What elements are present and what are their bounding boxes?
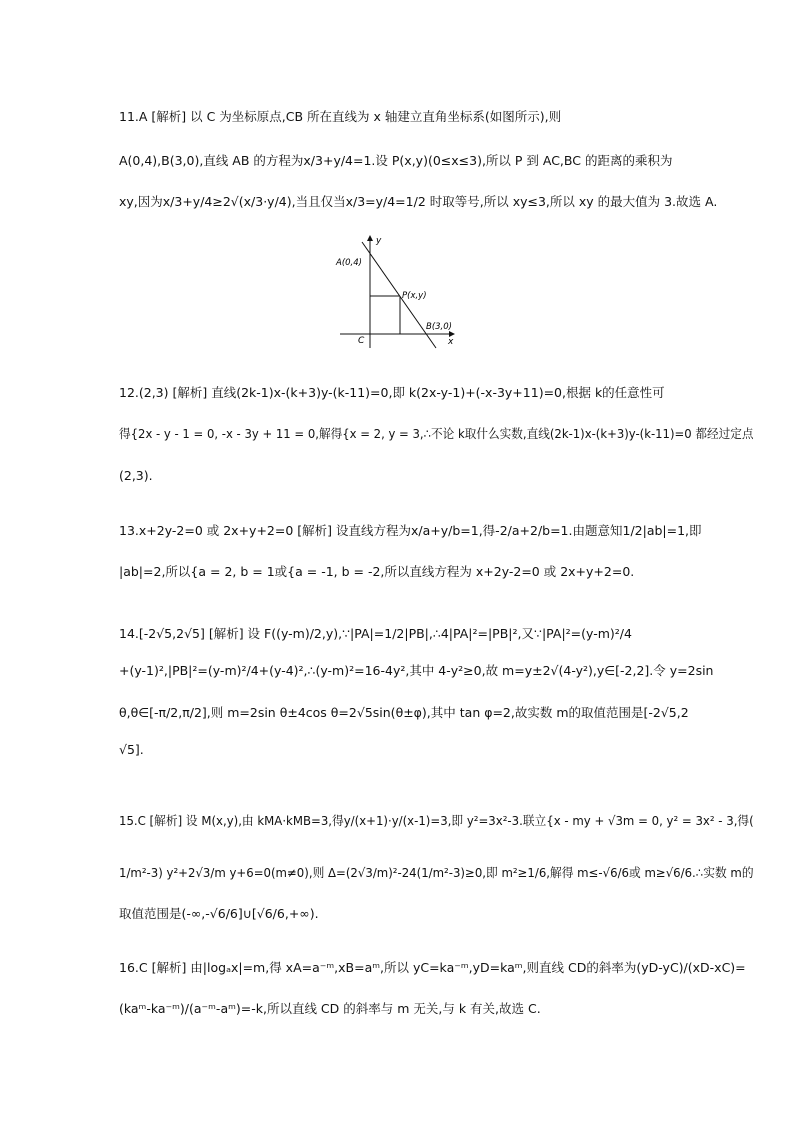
text-line: 取值范围是(-∞,-√6/6]∪[√6/6,+∞).	[119, 906, 319, 921]
text-line: +(y-1)²,|PB|²=(y-m)²/4+(y-4)²,∴(y-m)²=16-4y²,其中 4-y²≥0,故 m=y±2√(4-y²),y∈[-2,2].令 y=2sin	[119, 663, 714, 678]
text-line: √5].	[119, 742, 144, 757]
label-b: B(3,0)	[426, 322, 452, 332]
text-line: 12.(2,3) [解析] 直线(2k-1)x-(k+3)y-(k-11)=0,即 k(2x-y-1)+(-x-3y+11)=0,根据 k的任意性可	[119, 385, 665, 400]
text-line: 13.x+2y-2=0 或 2x+y+2=0 [解析] 设直线方程为x/a+y/b=1,得-2/a+2/b=1.由题意知1/2|ab|=1,即	[119, 523, 702, 538]
text-line: (2,3).	[119, 468, 153, 483]
label-a: A(0,4)	[336, 258, 362, 268]
text-line: 1/m²-3) y²+2√3/m y+6=0(m≠0),则 Δ=(2√3/m)²-24(1/m²-3)≥0,即 m²≥1/6,解得 m≤-√6/6或 m≥√6/6.∴实数 m的	[119, 865, 754, 880]
text-line: 11.A [解析] 以 C 为坐标原点,CB 所在直线为 x 轴建立直角坐标系(如图所示),则	[119, 109, 562, 124]
text-line: θ,θ∈[-π/2,π/2],则 m=2sin θ±4cos θ=2√5sin(θ±φ),其中 tan φ=2,故实数 m的取值范围是[-2√5,2	[119, 705, 689, 720]
label-x: x	[448, 337, 454, 347]
text-line: |ab|=2,所以{a = 2, b = 1或{a = -1, b = -2,所以直线方程为 x+2y-2=0 或 2x+y+2=0.	[119, 564, 635, 579]
text-line: (kaᵐ-ka⁻ᵐ)/(a⁻ᵐ-aᵐ)=-k,所以直线 CD 的斜率与 m 无关,与 k 有关,故选 C.	[119, 1001, 541, 1016]
text-line: A(0,4),B(3,0),直线 AB 的方程为x/3+y/4=1.设 P(x,y)(0≤x≤3),所以 P 到 AC,BC 的距离的乘积为	[119, 153, 673, 168]
text-line: 14.[-2√5,2√5] [解析] 设 F((y-m)/2,y),∵|PA|=1/2|PB|,∴4|PA|²=|PB|²,又∵|PA|²=(y-m)²/4	[119, 626, 632, 641]
label-p: P(x,y)	[402, 291, 427, 301]
text-line: 16.C [解析] 由|logₐx|=m,得 xA=a⁻ᵐ,xB=aᵐ,所以 yC=ka⁻ᵐ,yD=kaᵐ,则直线 CD的斜率为(yD-yC)/(xD-xC)=	[119, 960, 746, 975]
label-c: C	[358, 336, 365, 346]
text-line: 得{2x - y - 1 = 0, -x - 3y + 11 = 0,解得{x = 2, y = 3,∴不论 k取什么实数,直线(2k-1)x-(k+3)y-(k-11)=0 都经过定点	[119, 426, 754, 441]
text-line: xy,因为x/3+y/4≥2√(x/3·y/4),当且仅当x/3=y/4=1/2 时取等号,所以 xy≤3,所以 xy 的最大值为 3.故选 A.	[119, 194, 718, 209]
label-y: y	[376, 236, 382, 246]
text-line: 15.C [解析] 设 M(x,y),由 kMA·kMB=3,得y/(x+1)·y/(x-1)=3,即 y²=3x²-3.联立{x - my + √3m = 0, y² = 3x² - 3,得(	[119, 813, 754, 828]
coordinate-figure	[328, 230, 463, 350]
